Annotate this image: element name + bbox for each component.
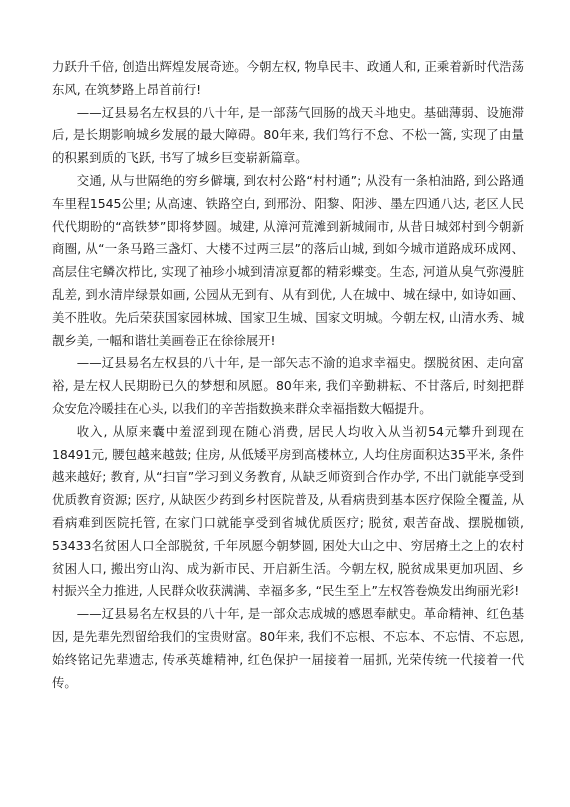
paragraph-3: 交通, 从与世隔绝的穷乡僻壤, 到农村公路“村村通”; 从没有一条柏油路, 到公路通车里程1545公里; 从高速、铁路空白, 到邢汾、阳黎、阳涉、墨左四通八达, 老区人民代代期盼的“高铁梦”即将梦圆。城建, 从漳河荒滩到新城闹市, 从昔日城郊村到今朝新商圈, 从“一条马路三盏灯、大楼不过两三层”的落后山城, 到如今城市道路成环成网、高层住宅鳞次栉比, 实现了袖珍小城到清凉夏都的精彩蝶变。生态, 河道从臭气弥漫脏乱差, 到水清岸绿景如画, 公园从无到有、从有到优, 人在城中、城在绿中, 如诗如画、美不胜收。先后荣获国家园林城、国家卫生城、国家文明城。今朝左权, 山清水秀、城靓乡美, 一幅和谐壮美画卷正在徐徐展开! <box>52 172 524 348</box>
paragraph-4: ——辽县易名左权县的八十年, 是一部矢志不渝的追求幸福史。摆脱贫困、走向富裕, 是左权人民期盼已久的梦想和夙愿。80年来, 我们辛勤耕耘、不甘落后, 时刻把群众安危冷暖挂在心头, 以我们的辛苦指数换来群众幸福指数大幅提升。 <box>52 355 524 416</box>
document-page <box>52 56 524 694</box>
paragraph-2: ——辽县易名左权县的八十年, 是一部荡气回肠的战天斗地史。基础薄弱、设施滞后, 是长期影响城乡发展的最大障碍。80年来, 我们笃行不怠、不松一篙, 实现了由量的积累到质的飞跃, 书写了城乡巨变崭新篇章。 <box>52 104 524 166</box>
paragraph-6: ——辽县易名左权县的八十年, 是一部众志成城的感恩奉献史。革命精神、红色基因, 是先辈先烈留给我们的宝贵财富。80年来, 我们不忘根、不忘本、不忘情、不忘恩, 始终铭记先辈遗志, 传承英雄精神, 红色保护一届接着一届抓, 光荣传统一代接着一代传。 <box>52 606 524 690</box>
paragraph-1: 力跃升千倍, 创造出辉煌发展奇迹。今朝左权, 物阜民丰、政通人和, 正乘着新时代浩荡东风, 在筑梦路上昂首前行! <box>52 59 524 97</box>
paragraph-5: 收入, 从原来囊中羞涩到现在随心消费, 居民人均收入从当初54元攀升到现在18491元, 腰包越来越鼓; 住房, 从低矮平房到高楼林立, 人均住房面积达35平米, 条件越来越好; 教育, 从“扫盲”学习到义务教育, 从缺乏师资到合作办学, 不出门就能享受到优质教育资源; 医疗, 从缺医少药到乡村医院普及, 从看病贵到基本医疗保险全覆盖, 从看病难到医院托管, 在家门口就能享受到省城优质医疗; 脱贫, 艰苦奋战、摆脱枷锁, 53433名贫困人口全部脱贫, 千年夙愿今朝梦圆, 困处大山之中、穷居瘠土之上的农村贫困人口, 搬出穷山沟、成为新市民、开启新生活。今朝左权, 脱贫成果更加巩固、乡村振兴全力推进, 人民群众收获满满、幸福多多, “民生至上”左权答卷焕发出绚丽光彩! <box>52 423 524 599</box>
